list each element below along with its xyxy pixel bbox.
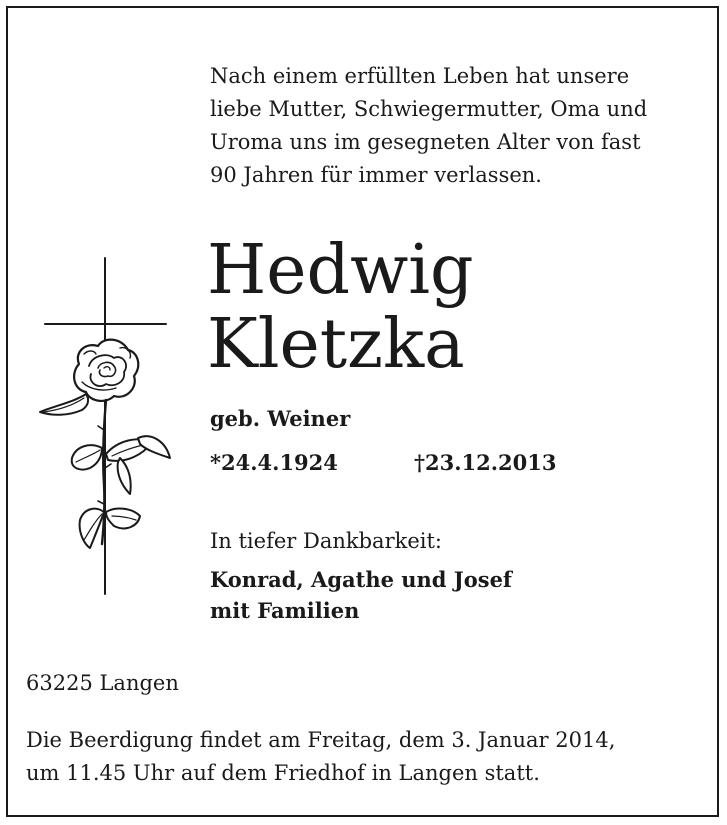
location: 63225 Langen [26, 671, 179, 695]
mourners [210, 564, 512, 626]
mourners-line: mit Familien [210, 598, 360, 623]
intro-line: 90 Jahren für immer verlassen. [210, 163, 542, 187]
intro-line: liebe Mutter, Schwiegermutter, Oma und [210, 97, 648, 121]
funeral-line: Die Beerdigung findet am Freitag, dem 3. Januar 2014, [26, 728, 616, 752]
intro-line: Uroma uns im gesegneten Alter von fast [210, 130, 641, 154]
intro-line: Nach einem erfüllten Leben hat unsere [210, 64, 630, 88]
intro-text [210, 60, 710, 192]
birth-date: *24.4.1924 [210, 450, 338, 475]
gratitude-text: In tiefer Dankbarkeit: [210, 529, 442, 553]
birth-name: geb. Weiner [210, 406, 351, 431]
funeral-line: um 11.45 Uhr auf dem Friedhof in Langen statt. [26, 761, 540, 785]
cross-with-rose-icon [34, 254, 179, 599]
funeral-notice [26, 724, 615, 790]
first-name: Hedwig [207, 231, 474, 310]
death-date: †23.12.2013 [414, 450, 557, 475]
deceased-name [207, 231, 474, 384]
mourners-line: Konrad, Agathe und Josef [210, 567, 512, 592]
last-name: Kletzka [207, 305, 465, 384]
